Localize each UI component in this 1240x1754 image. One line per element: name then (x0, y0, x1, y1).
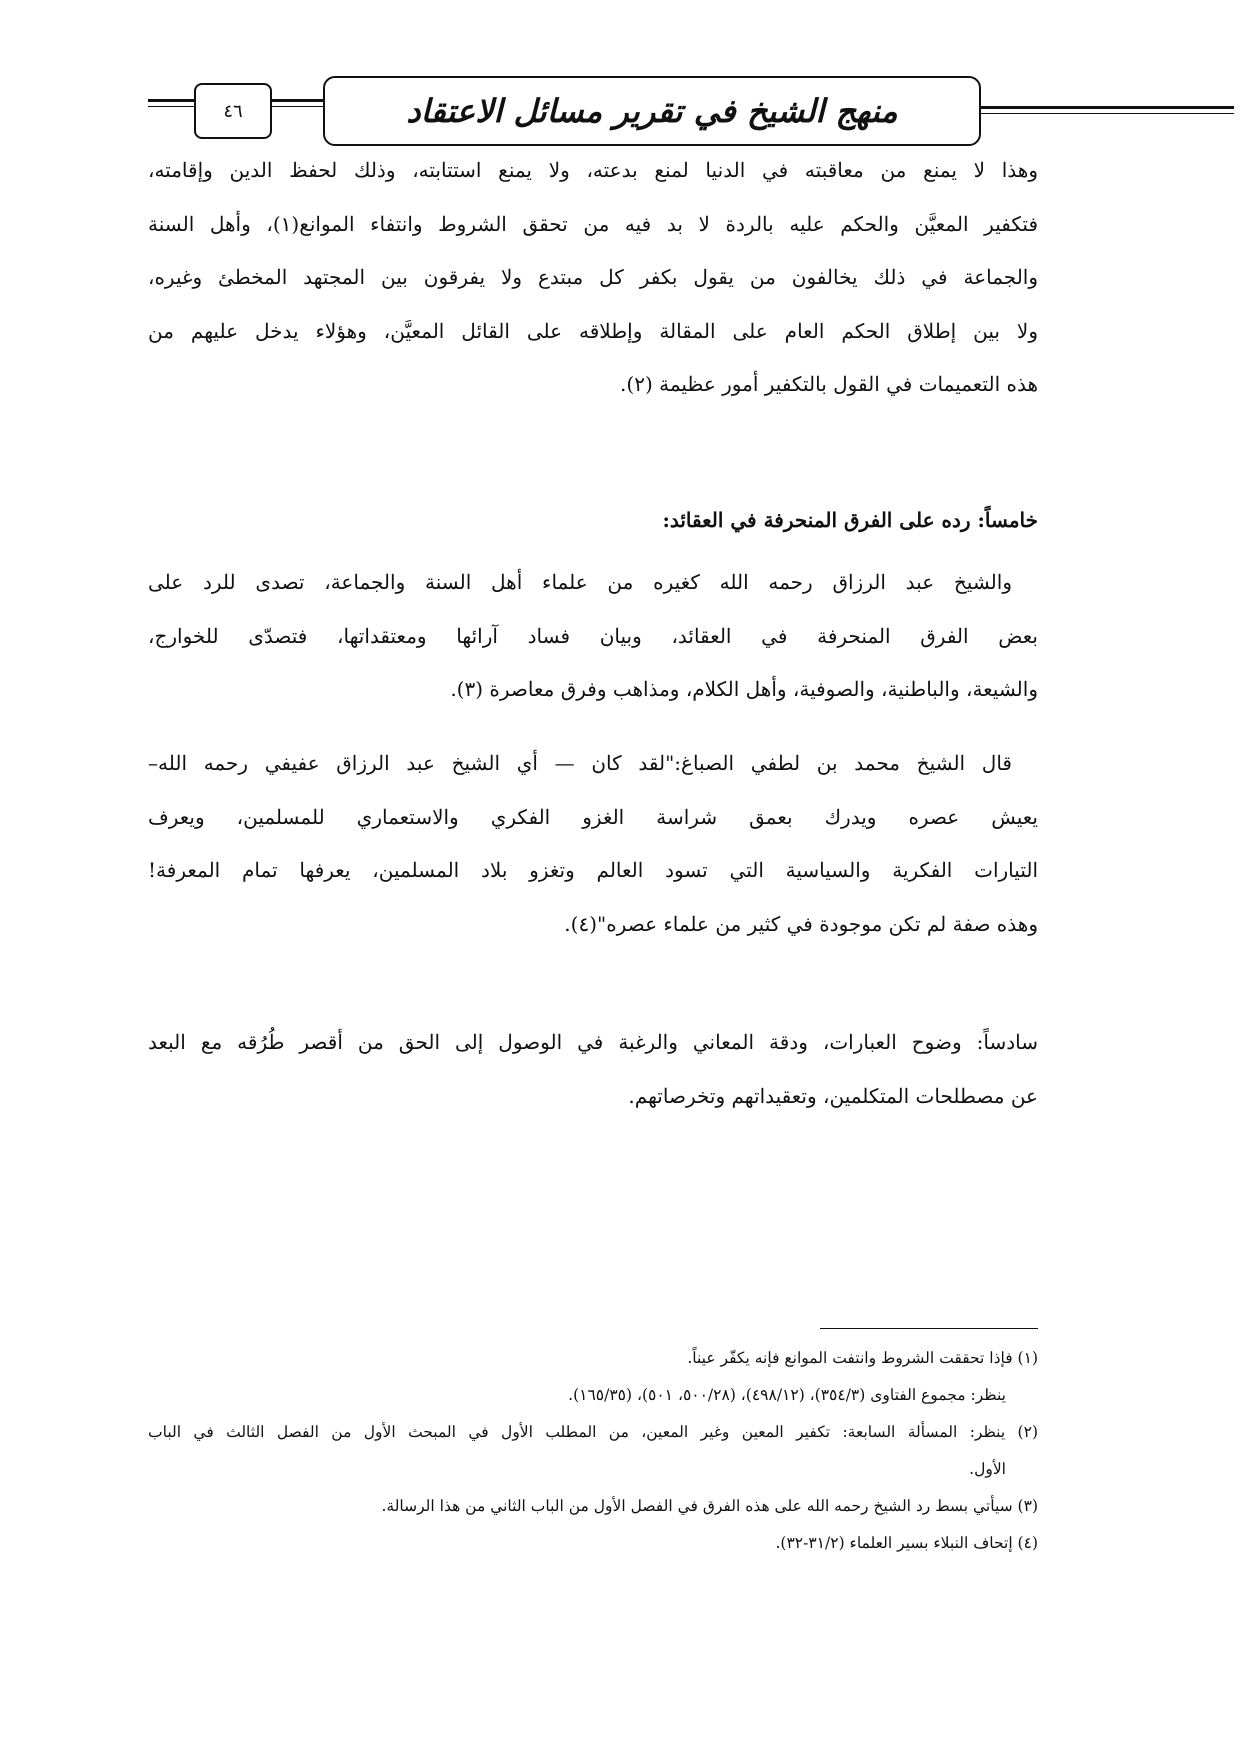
header-rule-right-top (979, 106, 1234, 109)
text-line: بعض الفرق المنحرفة في العقائد، وبيان فساد آرائها ومعتقداتها، فتصدّى للخوارج، (148, 623, 1038, 648)
text-line: والشيعة، والباطنية، والصوفية، وأهل الكلام، ومذاهب وفرق معاصرة (٣). (450, 677, 1038, 701)
footnote-line: (٣) سيأتي بسط رد الشيخ رحمه الله على هذه الفرق في الفصل الأول من الباب الثاني من هذا الرسالة. (381, 1497, 1038, 1515)
page-number-box (194, 83, 272, 139)
page-header (0, 0, 1240, 160)
section-heading: خامساً: رده على الفرق المنحرفة في العقائد: (662, 508, 1038, 532)
text-line: هذه التعميمات في القول بالتكفير أمور عظيمة (٢). (620, 372, 1038, 396)
paragraph-2 (148, 556, 1038, 717)
text-line: قال الشيخ محمد بن لطفي الصباغ:"لقد كان — أي الشيخ عبد الرزاق عفيفي رحمه الله– (148, 751, 1012, 775)
header-rule-left-top (148, 99, 194, 102)
footnote-line: الأول. (969, 1460, 1006, 1478)
section-heading-fifth (148, 494, 1038, 548)
header-rule-middle-top (270, 99, 323, 102)
text-line: وهذا لا يمنع من معاقبته في الدنيا لمنع بدعته، ولا يمنع استتابته، وذلك لحفظ الدين وإقامته، (148, 158, 1038, 182)
paragraph-4 (148, 1016, 1038, 1123)
footnote-separator (820, 1328, 1038, 1329)
text-line: سادساً: وضوح العبارات، ودقة المعاني والرغبة في الوصول إلى الحق من أقصر طُرُقه مع البعد (148, 1030, 1038, 1054)
text-line: يعيش عصره ويدرك بعمق شراسة الغزو الفكري والاستعماري للمسلمين، ويعرف (148, 804, 1038, 829)
text-line: والجماعة في ذلك يخالفون من يقول بكفر كل مبتدع ولا يفرقون بين المجتهد المخطئ وغيره، (148, 265, 1038, 289)
running-title-box (323, 76, 981, 146)
text-line: والشيخ عبد الرزاق رحمه الله كغيره من علماء أهل السنة والجماعة، تصدى للرد على (148, 570, 1012, 594)
page-number: ٤٦ (223, 100, 243, 122)
text-line: التيارات الفكرية والسياسية التي تسود العالم وتغزو بلاد المسلمين، يعرفها تمام المعرفة! (148, 858, 1038, 882)
text-line: ولا بين إطلاق الحكم العام على المقالة وإطلاقه على القائل المعيَّن، وهؤلاء يدخل عليهم من (148, 318, 1038, 343)
footnote-line: (٤) إتحاف النبلاء بسير العلماء (٣١/٢-٣٢). (775, 1534, 1038, 1552)
header-rule-middle-bottom (270, 106, 323, 107)
footnote-line: (١) فإذا تحققت الشروط وانتفت الموانع فإنه يكفّر عيناً. (687, 1349, 1038, 1367)
footnotes (148, 1340, 1038, 1562)
footnote-line: ينظر: مجموع الفتاوى (٣٥٤/٣)، (٤٩٨/١٢)، (٥٠٠/٢٨، ٥٠١)، (١٦٥/٣٥). (568, 1386, 1006, 1404)
text-line: وهذه صفة لم تكن موجودة في كثير من علماء عصره"(٤). (564, 911, 1038, 936)
header-rule-right-bottom (979, 113, 1234, 114)
header-rule-left-bottom (148, 106, 194, 107)
running-title: منهج الشيخ في تقرير مسائل الاعتقاد (406, 92, 898, 130)
text-line: عن مصطلحات المتكلمين، وتعقيداتهم وتخرصاتهم. (628, 1083, 1038, 1108)
paragraph-1 (148, 144, 1038, 412)
footnote-line: (٢) ينظر: المسألة السابعة: تكفير المعين وغير المعين، من المطلب الأول في المبحث الأول من الفصل الثالث في الباب (148, 1423, 1038, 1441)
paragraph-3 (148, 737, 1038, 951)
text-line: فتكفير المعيَّن والحكم عليه بالردة لا بد فيه من تحقق الشروط وانتفاء الموانع(١)، وأهل السنة (148, 211, 1038, 236)
